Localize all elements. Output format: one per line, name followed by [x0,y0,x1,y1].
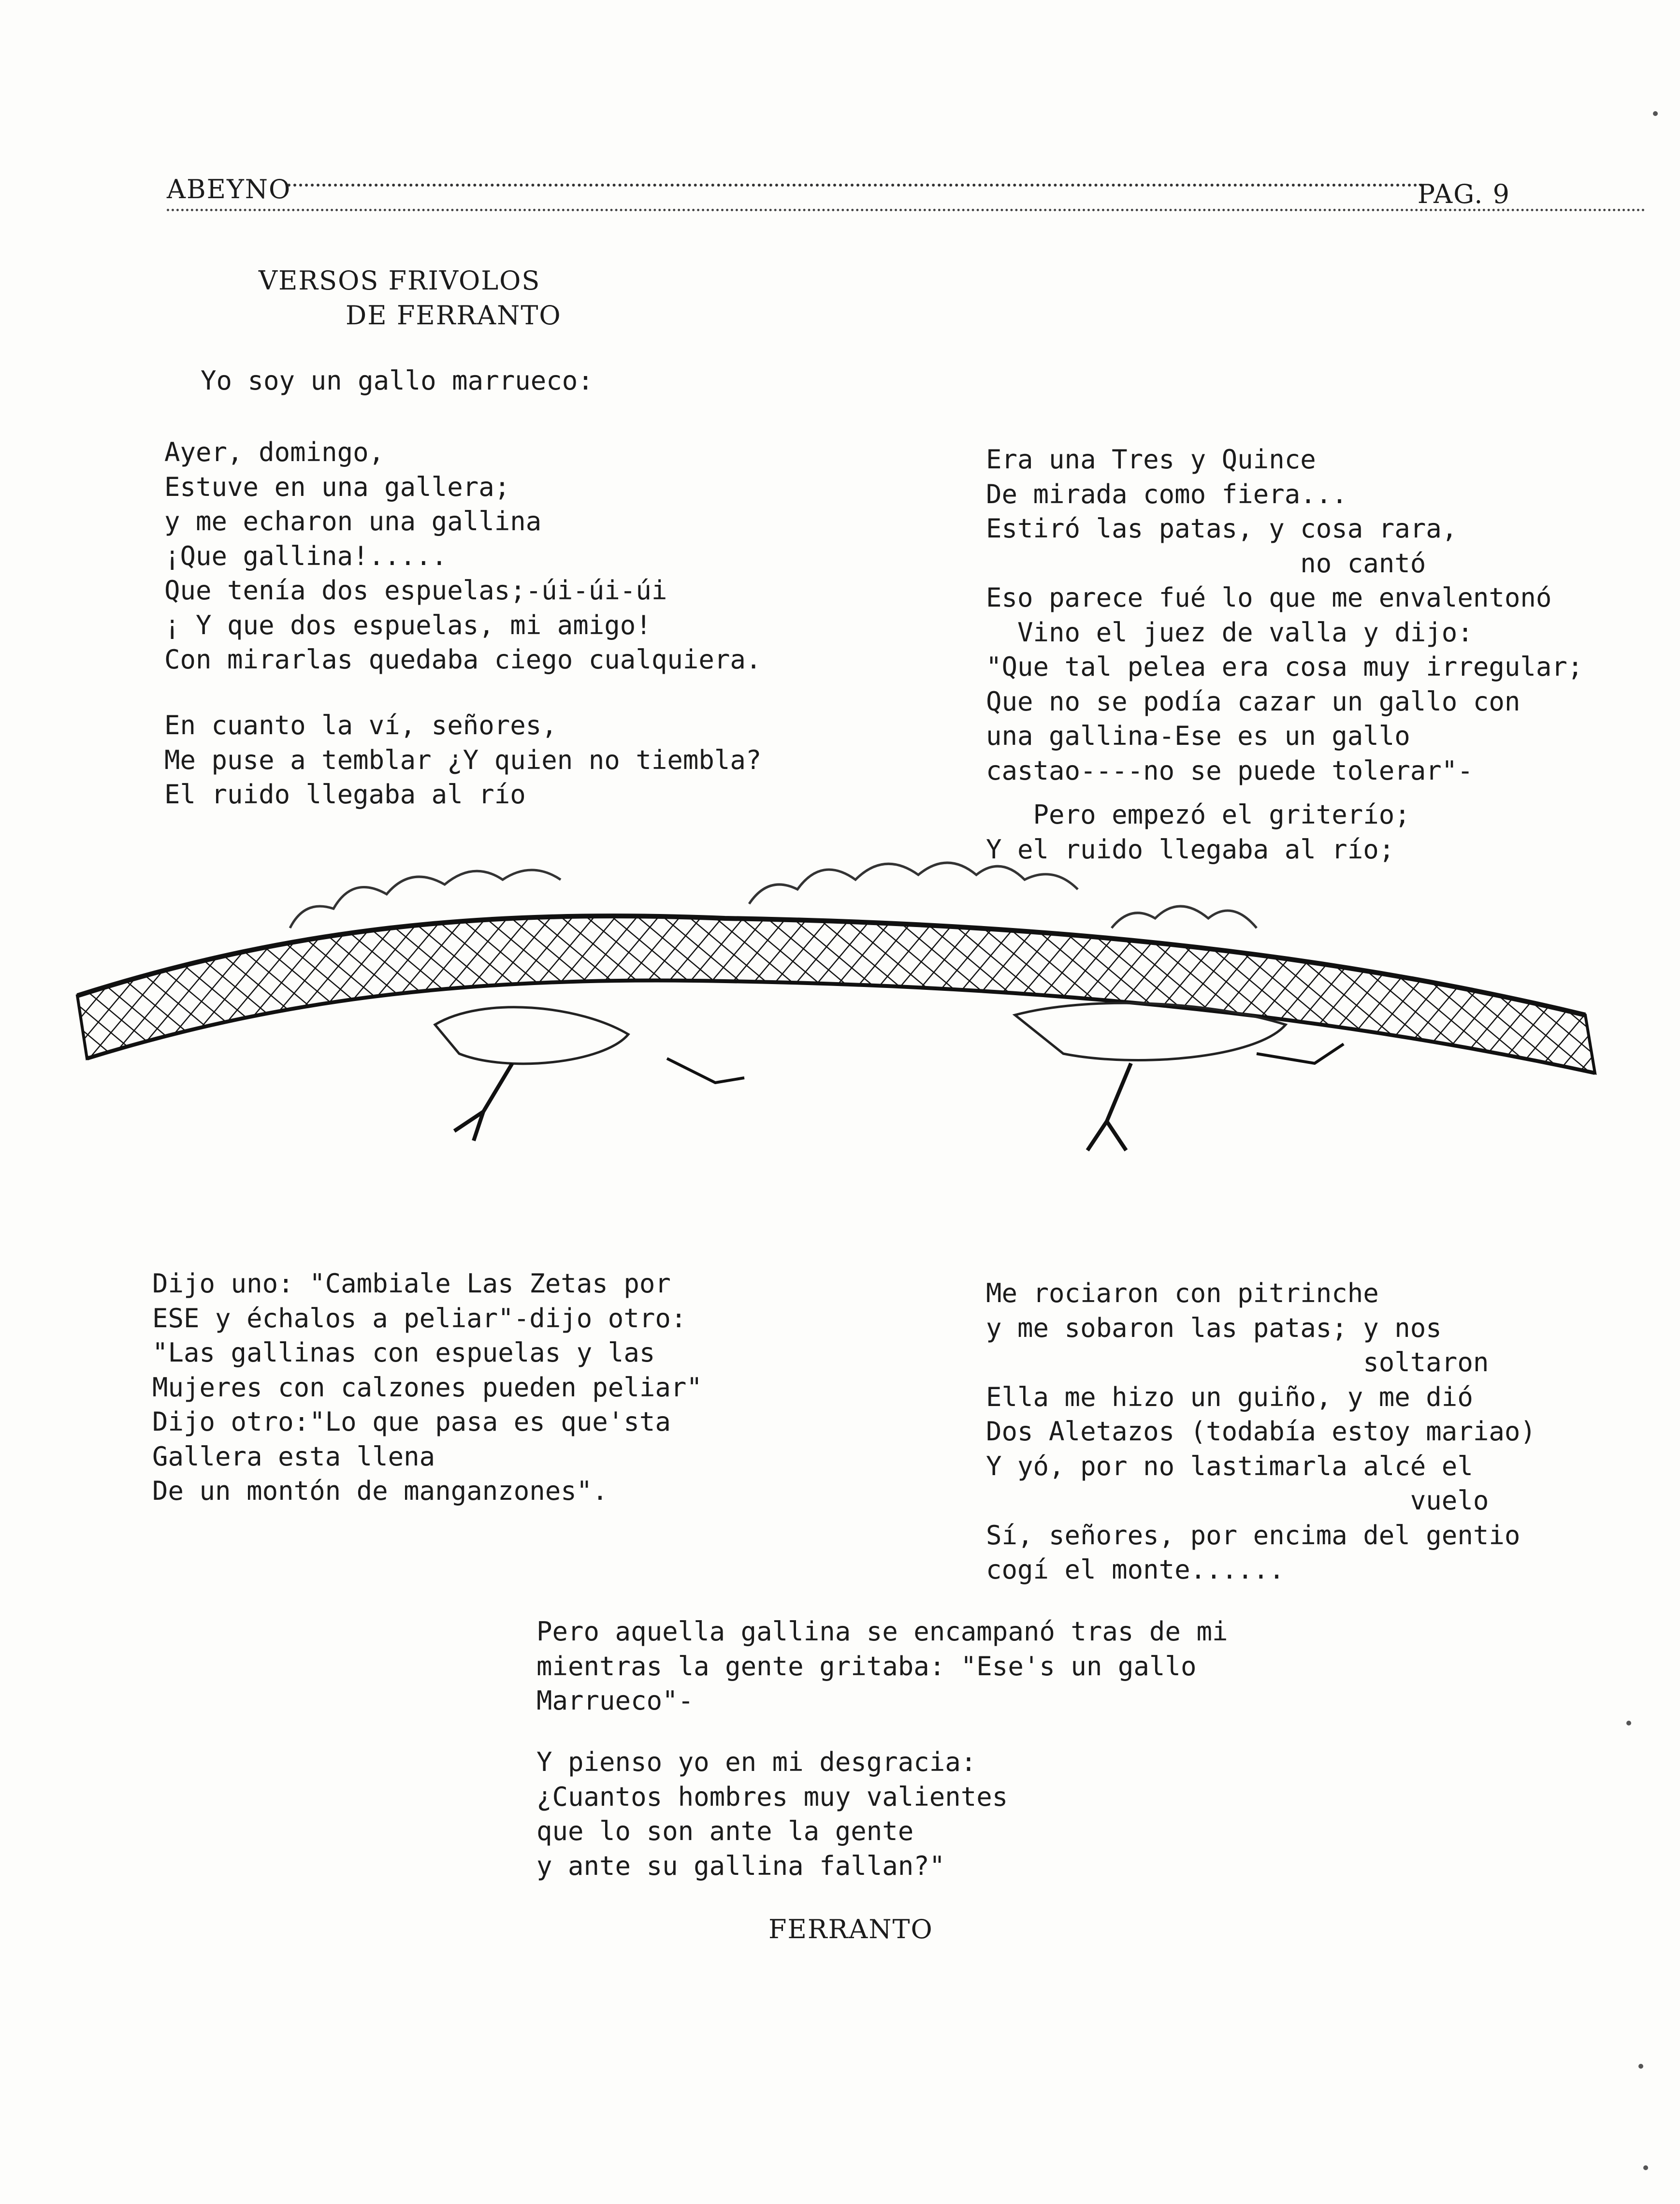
publication-name: ABEYNO [167,174,291,204]
title-line-2: DE FERRANTO [346,300,562,331]
ink-speck [1653,111,1658,116]
page-header [167,174,1646,218]
ink-speck [1643,2165,1648,2170]
header-dotted-rule [288,184,1423,187]
stanza-right-2: Pero empezó el griterío; Y el ruido llegaba al río; [986,799,1410,865]
stanza-left-3: Dijo uno: "Cambiale Las Zetas por ESE y échalos a peliar"-dijo otro: "Las gallinas con espuelas y las Mujeres con calzones pueden peliar" Dijo otro:"Lo que pasa es que'sta Gallera esta llena De un montón de manganzones". [152,1268,702,1506]
cockfight-pit-illustration [48,851,1624,1286]
stanza-center-1: Pero aquella gallina se encampanó tras de mi mientras la gente gritaba: "Ese's un gallo Marrueco"- [536,1616,1228,1716]
poem-intro: Yo soy un gallo marrueco: [201,365,594,396]
page-number: PAG. 9 [1417,179,1510,209]
title-line-1: VERSOS FRIVOLOS [259,265,541,296]
ink-speck [1626,1721,1631,1726]
header-dotted-underline [167,209,1646,211]
stanza-left-2: En cuanto la ví, señores, Me puse a temblar ¿Y quien no tiembla? El ruido llegaba al río [164,710,762,810]
stanza-right-3: Me rociaron con pitrinche y me sobaron las patas; y nos soltaron Ella me hizo un guiño, y me dió Dos Aletazos (todabía estoy mariao) Y yó, por no lastimarla alcé el vuelo Sí, señores, por encima del gentio cogí el monte...... [986,1278,1536,1585]
ink-speck [1638,2064,1643,2069]
author-signature: FERRANTO [768,1914,933,1944]
stanza-center-2: Y pienso yo en mi desgracia: ¿Cuantos hombres muy valientes que lo son ante la gente y ante su gallina fallan?" [536,1747,1008,1881]
stanza-left-1: Ayer, domingo, Estuve en una gallera; y me echaron una gallina ¡Que gallina!..... Que tenía dos espuelas;-úi-úi-úi ¡ Y que dos espuelas, mi amigo! Con mirarlas quedaba ciego cualquiera. [164,437,762,675]
stanza-right-1: Era una Tres y Quince De mirada como fiera... Estiró las patas, y cosa rara, no cantó Eso parece fué lo que me envalentonó Vino el juez de valla y dijo: "Que tal pelea era cosa muy irregular; Que no se podía cazar un gallo con una gallina-Ese es un gallo castao----no se puede tolerar"- [986,444,1583,786]
poem-title [259,263,562,333]
